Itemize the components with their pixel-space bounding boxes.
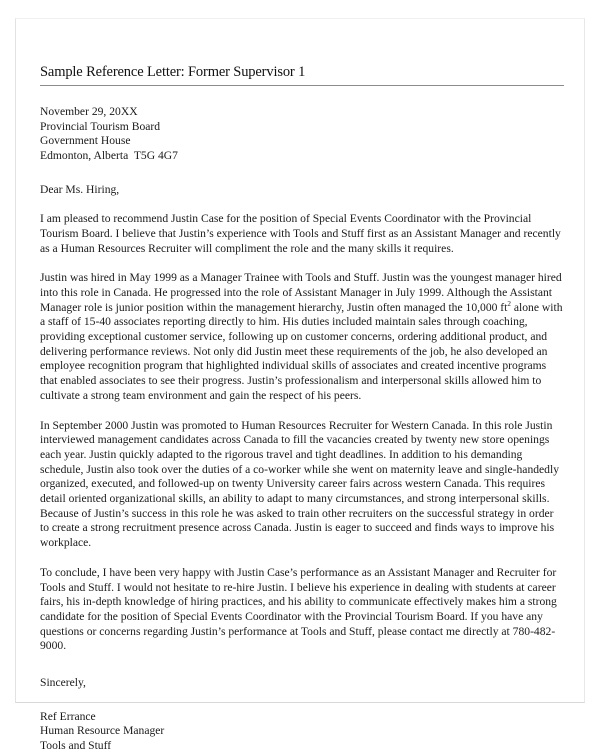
recipient-city-line: Edmonton, Alberta T5G 4G7	[40, 148, 178, 162]
square-feet-superscript: 2	[507, 299, 511, 308]
body-paragraph-2	[40, 271, 564, 403]
letter-date: November 29, 20XX	[40, 105, 138, 119]
closing-line: Sincerely,	[40, 676, 86, 690]
signer-company: Tools and Stuff	[40, 738, 112, 752]
salutation: Dear Ms. Hiring,	[40, 182, 120, 196]
body-paragraph-1: I am pleased to recommend Justin Case for the position of Special Events Coordinator with the Provincial Tourism Board. I believe that Justin’s experience with Tools and Stuff first as an Assistant Manager and recently as a Human Resources Recruiter will compliment the role and the many skills it requires.	[40, 212, 561, 255]
signature-block	[40, 710, 564, 753]
address-block	[40, 105, 564, 163]
letter-content	[40, 63, 564, 753]
body-paragraph-4: To conclude, I have been very happy with Justin Case’s performance as an Assistant Manager and Recruiter for Tools and Stuff. I would not hesitate to re-hire Justin. I believe his experience in dealing with students at career fairs, his in-depth knowledge of hiring practices, and his ability to communicate effectively makes him a strong candidate for the position of Special Events Coordinator with the Provincial Tourism Board. If you have any questions or concerns regarding Justin’s performance at Tools and Stuff, please contact me directly at 780-482-9000.	[40, 565, 557, 653]
body-paragraph-3: In September 2000 Justin was promoted to Human Resources Recruiter for Western Canada. In this role Justin interviewed management candidates across Canada to fill the vacancies created by twenty new store openings each year. Justin quickly adapted to the rigorous travel and tight deadlines. In addition to his demanding schedule, Justin also took over the duties of a co-worker while she went on maternity leave and single-handedly organized, executed, and followed-up on twenty University career fairs across western Canada. This requires detail oriented organizational skills, an ability to adapt to many circumstances, and strong interpersonal skills. Because of Justin’s success in this role he was asked to train other recruiters on the successful strategy in order to create a strong recruitment presence across Canada. Justin is eager to succeed and finds ways to improve his workplace.	[40, 418, 559, 550]
recipient-organization: Provincial Tourism Board	[40, 119, 161, 133]
paragraph-2-text-after-superscript: alone with a staff of 15-40 associates reporting directly to him. His duties included maintain sales through coaching, providing exceptional customer service, following up on customer concerns, ordering additional product, and delivering performance reviews. Not only did Justin meet these requirements of the job, he also developed an employee recognition program that highlighted individual skills of associates and created incentive programs that enabled associates to see their progress. Justin’s professionalism and interpersonal skills allowed him to cultivate a strong team environment and gain the respect of his peers.	[40, 300, 563, 402]
paragraph-2-text-before-superscript: Justin was hired in May 1999 as a Manager Trainee with Tools and Stuff. Justin was the youngest manager hired into this role in Canada. He progressed into the role of Assistant Manager in July 1999. Although the Assistant Manager role is junior position within the management hierarchy, Justin often managed the 10,000 ft	[40, 271, 562, 314]
signer-name: Ref Errance	[40, 709, 96, 723]
recipient-building: Government House	[40, 134, 131, 148]
page-title: Sample Reference Letter: Former Supervisor 1	[40, 63, 564, 86]
document-page	[15, 18, 585, 752]
signer-job-title: Human Resource Manager	[40, 724, 165, 738]
